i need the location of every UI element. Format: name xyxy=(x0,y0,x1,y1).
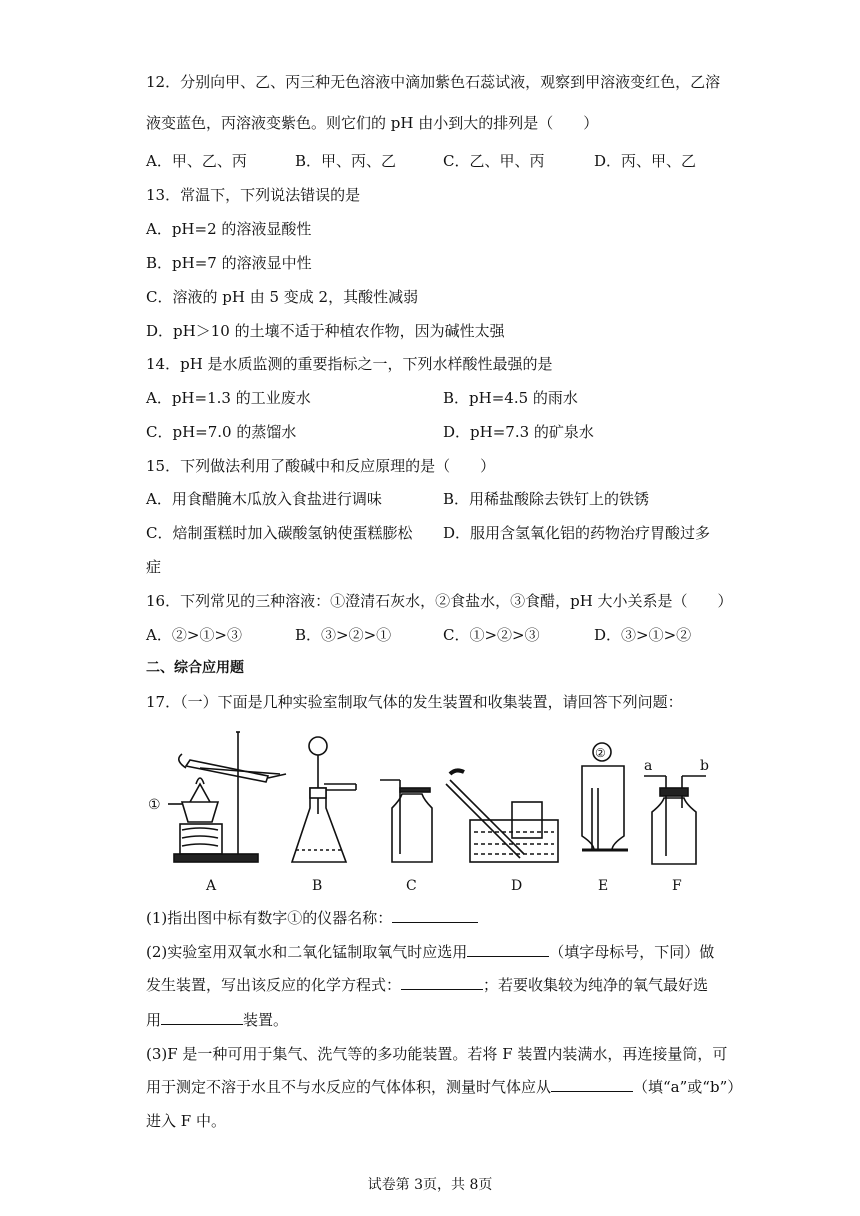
q15-option-d: D．服用含氢氧化铝的药物治疗胃酸过多 xyxy=(443,524,711,542)
answer-blank-2[interactable] xyxy=(467,942,549,957)
q17-sub3-text2: （填“a”或“b”） xyxy=(633,1078,743,1096)
q12-stem-line2: 液变蓝色，丙溶液变紫色。则它们的 pH 由小到大的排列是（ ） xyxy=(146,114,599,132)
q17-sub2-text1: (2)实验室用双氧水和二氧化锰制取氧气时应选用 xyxy=(146,943,468,961)
figure-label-b: B xyxy=(312,878,323,894)
q14-stem: 14．pH 是水质监测的重要指标之一，下列水样酸性最强的是 xyxy=(146,355,553,373)
apparatus-b xyxy=(292,737,356,862)
q17-sub1-text: (1)指出图中标有数字①的仪器名称： xyxy=(146,909,393,927)
q12-option-a: A．甲、乙、丙 xyxy=(146,152,247,170)
q15-stem: 15．下列做法利用了酸碱中和反应原理的是（ ） xyxy=(146,457,496,475)
q17-sub3-line3: 进入 F 中。 xyxy=(146,1112,226,1130)
q14-option-b: B．pH=4.5 的雨水 xyxy=(443,389,578,407)
q16-option-d: D．③>①>② xyxy=(594,626,692,644)
q13-option-d: D．pH＞10 的土壤不适于种植农作物，因为碱性太强 xyxy=(146,322,505,340)
apparatus-f xyxy=(644,776,706,864)
q17-sub3-line1: (3)F 是一种可用于集气、洗气等的多功能装置。若将 F 装置内装满水，再连接量筒，可 xyxy=(146,1045,728,1063)
marker-1: ① xyxy=(148,797,161,813)
tube-label-b: b xyxy=(700,758,709,774)
q15-option-a: A．用食醋腌木瓜放入食盐进行调味 xyxy=(146,490,382,508)
apparatus-d xyxy=(446,770,558,862)
q15-option-d-wrap: 症 xyxy=(146,558,162,576)
q17-sub2-line2 xyxy=(146,975,708,995)
figure-label-e: E xyxy=(598,878,609,894)
apparatus-a xyxy=(168,732,286,862)
q17-sub2-line1 xyxy=(146,942,714,962)
answer-blank-1[interactable] xyxy=(392,908,478,923)
section-title: 二、综合应用题 xyxy=(146,660,244,676)
q16-stem: 16．下列常见的三种溶液：①澄清石灰水，②食盐水，③食醋，pH 大小关系是（ ） xyxy=(146,592,733,610)
q17-sub2-text5: 用 xyxy=(146,1011,162,1029)
q12-option-c: C．乙、甲、丙 xyxy=(443,152,545,170)
q12-option-b: B．甲、丙、乙 xyxy=(295,152,397,170)
q17-sub2-line3 xyxy=(146,1010,288,1030)
q14-option-a: A．pH=1.3 的工业废水 xyxy=(146,389,311,407)
q13-option-b: B．pH=7 的溶液显中性 xyxy=(146,254,312,272)
figure-label-d: D xyxy=(511,878,523,894)
q15-option-b: B．用稀盐酸除去铁钉上的铁锈 xyxy=(443,490,650,508)
q17-sub2-text4: ；若要收集较为纯净的氧气最好选 xyxy=(483,976,709,994)
q16-option-c: C．①>②>③ xyxy=(443,626,540,644)
q17-sub1 xyxy=(146,908,478,928)
q16-option-a: A．②>①>③ xyxy=(146,626,242,644)
q17-sub2-text3: 发生装置，写出该反应的化学方程式： xyxy=(146,976,402,994)
q14-option-c: C．pH=7.0 的蒸馏水 xyxy=(146,423,297,441)
answer-blank-3[interactable] xyxy=(401,975,483,990)
answer-blank-4[interactable] xyxy=(161,1010,243,1025)
q13-option-a: A．pH=2 的溶液显酸性 xyxy=(146,220,312,238)
q17-sub3-line2 xyxy=(146,1077,742,1097)
q14-option-d: D．pH=7.3 的矿泉水 xyxy=(443,423,594,441)
marker-2: ② xyxy=(595,746,606,760)
figure-label-f: F xyxy=(672,878,682,894)
q13-option-c: C．溶液的 pH 由 5 变成 2，其酸性减弱 xyxy=(146,288,419,306)
figure-label-a: A xyxy=(206,878,217,894)
lab-apparatus-figure xyxy=(148,724,720,896)
q17-sub2-text2: （填字母标号，下同）做 xyxy=(549,943,715,961)
q15-option-c: C．焙制蛋糕时加入碳酸氢钠使蛋糕膨松 xyxy=(146,524,413,542)
q17-sub3-text1: 用于测定不溶于水且不与水反应的气体体积，测量时气体应从 xyxy=(146,1078,552,1096)
q17-stem: 17．（一）下面是几种实验室制取气体的发生装置和收集装置，请回答下列问题： xyxy=(146,693,683,711)
q12-option-d: D．丙、甲、乙 xyxy=(594,152,697,170)
q13-stem: 13．常温下，下列说法错误的是 xyxy=(146,186,361,204)
q16-option-b: B．③>②>① xyxy=(295,626,392,644)
figure-label-c: C xyxy=(406,878,417,894)
q17-sub2-text6: 装置。 xyxy=(243,1011,289,1029)
page-footer: 试卷第 3页，共 8页 xyxy=(367,1177,493,1193)
answer-blank-5[interactable] xyxy=(551,1077,633,1092)
q12-stem-line1: 12．分别向甲、乙、丙三种无色溶液中滴加紫色石蕊试液，观察到甲溶液变红色，乙溶 xyxy=(146,73,721,91)
apparatus-c xyxy=(380,780,432,862)
tube-label-a: a xyxy=(644,758,653,774)
